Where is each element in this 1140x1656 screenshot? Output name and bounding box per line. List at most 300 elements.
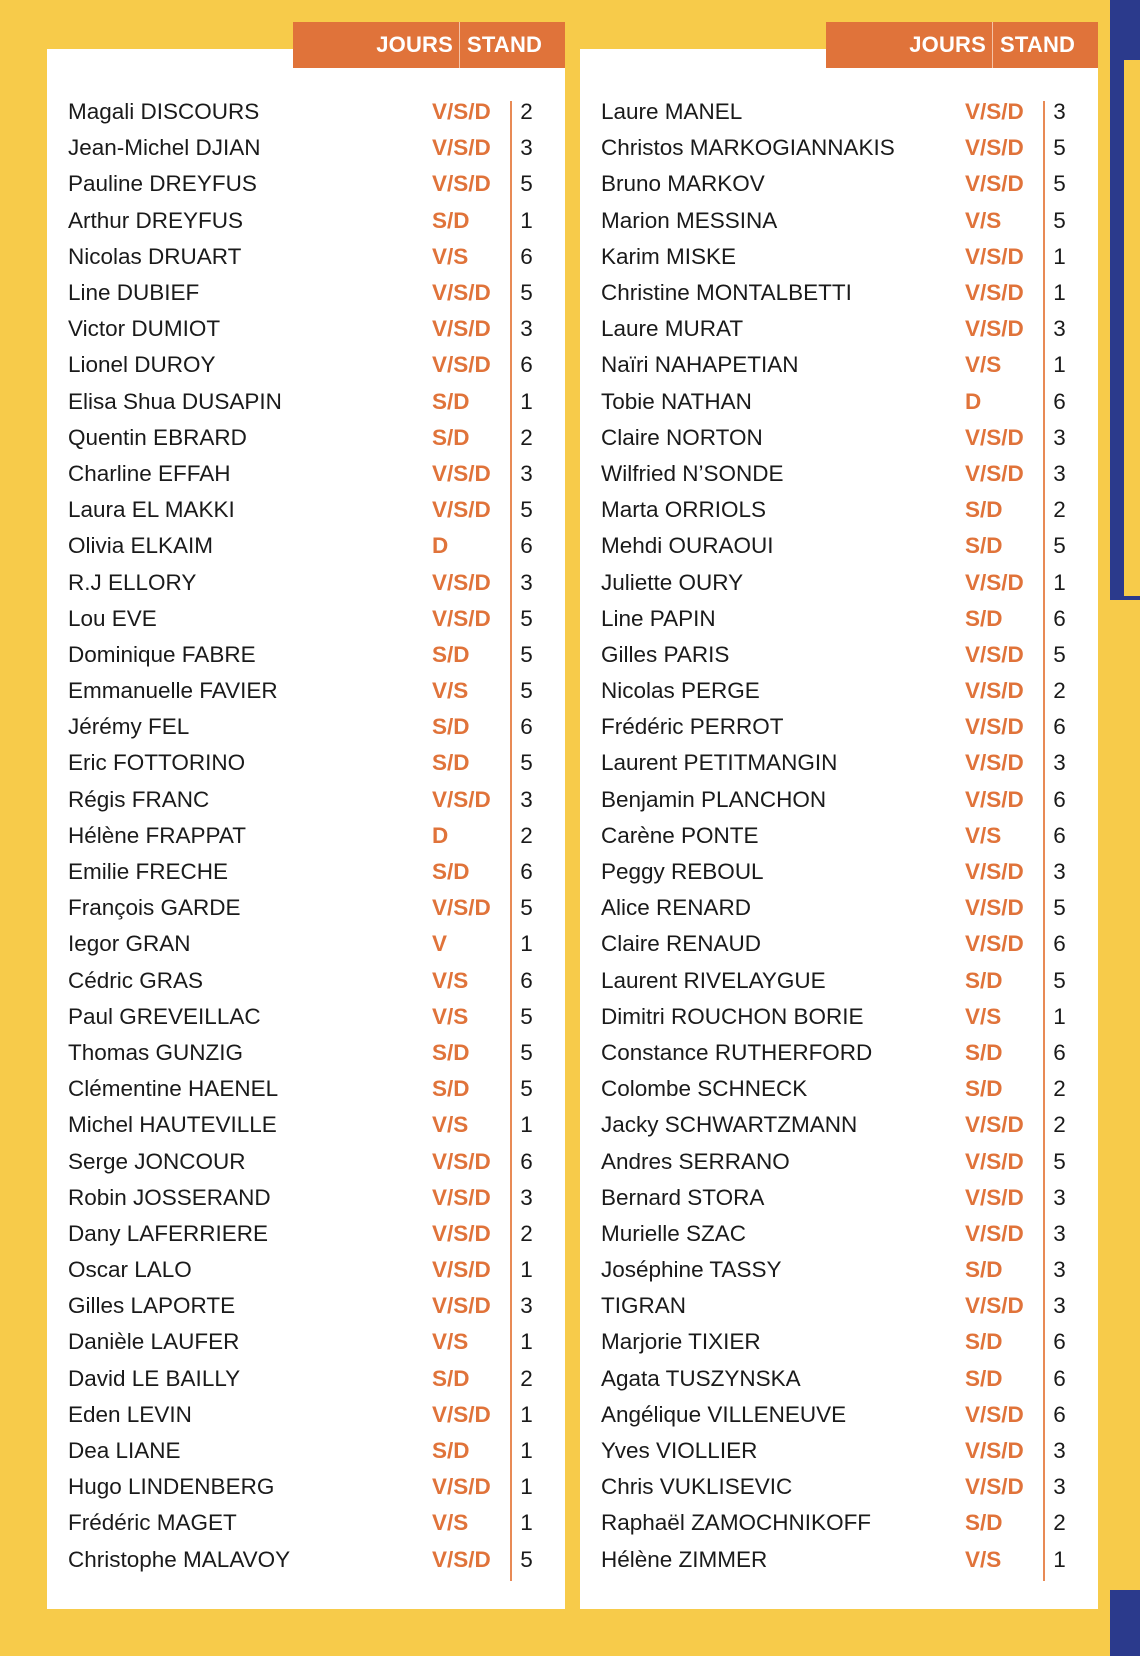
author-stand: 6 xyxy=(1053,605,1066,631)
author-days: S/D xyxy=(964,1329,1003,1355)
author-name: Murielle SZAC xyxy=(601,1220,747,1246)
author-name: Laurent RIVELAYGUE xyxy=(601,967,826,993)
author-name: Régis FRANC xyxy=(68,786,210,812)
author-row xyxy=(68,854,548,890)
author-name: Eric FOTTORINO xyxy=(68,750,246,776)
author-name: Magali DISCOURS xyxy=(68,99,260,125)
author-row xyxy=(68,709,548,745)
author-days: S/D xyxy=(964,497,1003,523)
author-days: V/S xyxy=(964,352,1002,378)
author-stand: 6 xyxy=(520,533,533,559)
author-row xyxy=(601,420,1081,456)
author-stand: 6 xyxy=(1053,1365,1066,1391)
author-name: Emilie FRECHE xyxy=(68,859,229,885)
author-row xyxy=(68,528,548,564)
author-stand: 2 xyxy=(1053,1510,1066,1536)
author-stand: 1 xyxy=(1053,243,1066,269)
author-row xyxy=(601,275,1081,311)
author-days: S/D xyxy=(964,533,1003,559)
author-row xyxy=(601,601,1081,637)
author-name: Thomas GUNZIG xyxy=(68,1039,244,1065)
author-name: Alice RENARD xyxy=(601,895,752,921)
author-days: S/D xyxy=(964,1076,1003,1102)
author-days: V/S/D xyxy=(964,424,1024,450)
author-name: Constance RUTHERFORD xyxy=(601,1039,873,1065)
author-stand: 3 xyxy=(1053,1257,1066,1283)
author-stand: 2 xyxy=(1053,1076,1066,1102)
author-row xyxy=(68,94,548,130)
author-stand: 3 xyxy=(1053,1474,1066,1500)
author-days: S/D xyxy=(431,1365,470,1391)
author-name: Oscar LALO xyxy=(68,1257,192,1283)
author-stand: 6 xyxy=(520,1148,533,1174)
author-name: Gilles LAPORTE xyxy=(68,1293,236,1319)
author-days: V/S/D xyxy=(431,497,491,523)
author-stand: 5 xyxy=(1053,895,1066,921)
author-stand: 1 xyxy=(1053,1546,1066,1572)
author-stand: 1 xyxy=(520,207,533,233)
header-stand: STAND xyxy=(1000,32,1076,57)
author-row xyxy=(601,1542,1081,1578)
author-days: V/S/D xyxy=(964,931,1024,957)
author-name: Hélène FRAPPAT xyxy=(68,822,246,848)
author-row xyxy=(68,1361,548,1397)
author-days: V/S/D xyxy=(431,1293,491,1319)
author-row xyxy=(601,166,1081,202)
author-stand: 6 xyxy=(1053,714,1066,740)
author-row xyxy=(601,1107,1081,1143)
author-stand: 3 xyxy=(520,569,533,595)
author-row xyxy=(68,166,548,202)
author-stand: 1 xyxy=(520,388,533,414)
author-stand: 1 xyxy=(1053,352,1066,378)
author-row xyxy=(68,1143,548,1179)
author-days: V/S/D xyxy=(964,1474,1024,1500)
author-stand: 2 xyxy=(520,424,533,450)
author-days: V/S/D xyxy=(431,895,491,921)
author-days: V/S/D xyxy=(431,1257,491,1283)
author-days: V/S/D xyxy=(431,569,491,595)
author-row xyxy=(601,890,1081,926)
author-row xyxy=(601,528,1081,564)
author-name: Claire NORTON xyxy=(601,424,763,450)
author-name: Charline EFFAH xyxy=(68,460,231,486)
author-days: D xyxy=(431,822,449,848)
author-days: V/S/D xyxy=(431,605,491,631)
author-days: S/D xyxy=(431,207,470,233)
author-name: Victor DUMIOT xyxy=(68,316,221,342)
author-days: S/D xyxy=(431,388,470,414)
author-days: S/D xyxy=(431,424,470,450)
author-name: Clémentine HAENEL xyxy=(68,1076,279,1102)
author-row xyxy=(68,1433,548,1469)
author-stand: 1 xyxy=(1053,280,1066,306)
author-row xyxy=(68,745,548,781)
author-name: Hugo LINDENBERG xyxy=(68,1474,275,1500)
author-row xyxy=(68,311,548,347)
author-stand: 6 xyxy=(1053,1401,1066,1427)
author-row xyxy=(601,818,1081,854)
author-row xyxy=(68,384,548,420)
author-stand: 1 xyxy=(1053,1003,1066,1029)
author-stand: 6 xyxy=(1053,1039,1066,1065)
author-days: V/S xyxy=(431,1003,469,1029)
author-name: Jean-Michel DJIAN xyxy=(68,135,261,161)
author-name: Christine MONTALBETTI xyxy=(601,280,852,306)
author-name: Robin JOSSERAND xyxy=(68,1184,271,1210)
author-row xyxy=(601,203,1081,239)
author-row xyxy=(601,1071,1081,1107)
author-name: Pauline DREYFUS xyxy=(68,171,257,197)
author-stand: 5 xyxy=(1053,1148,1066,1174)
author-days: S/D xyxy=(431,1438,470,1464)
author-row xyxy=(601,239,1081,275)
author-stand: 2 xyxy=(1053,497,1066,523)
author-days: V/S/D xyxy=(964,641,1024,667)
author-stand: 3 xyxy=(1053,424,1066,450)
author-days: V/S/D xyxy=(964,99,1024,125)
author-days: V/S/D xyxy=(431,786,491,812)
author-row xyxy=(601,456,1081,492)
author-name: François GARDE xyxy=(68,895,241,921)
author-row xyxy=(601,1252,1081,1288)
author-stand: 6 xyxy=(1053,822,1066,848)
author-name: Raphaël ZAMOCHNIKOFF xyxy=(601,1510,872,1536)
author-stand: 5 xyxy=(520,497,533,523)
author-name: Line PAPIN xyxy=(601,605,716,631)
author-name: Dea LIANE xyxy=(68,1438,181,1464)
author-row xyxy=(68,1180,548,1216)
author-row xyxy=(68,1505,548,1541)
author-name: Iegor GRAN xyxy=(68,931,191,957)
author-stand: 2 xyxy=(1053,1112,1066,1138)
author-days: V/S xyxy=(431,243,469,269)
author-row xyxy=(68,1542,548,1578)
author-days: S/D xyxy=(431,641,470,667)
author-name: Dominique FABRE xyxy=(68,641,256,667)
column-header xyxy=(826,22,1098,68)
author-row xyxy=(601,709,1081,745)
author-row xyxy=(68,601,548,637)
author-name: Marta ORRIOLS xyxy=(601,497,767,523)
author-name: Mehdi OURAOUI xyxy=(601,533,774,559)
author-days: V/S xyxy=(431,1510,469,1536)
author-row xyxy=(68,890,548,926)
author-days: V/S/D xyxy=(964,1148,1024,1174)
author-name: Danièle LAUFER xyxy=(68,1329,240,1355)
author-row xyxy=(601,384,1081,420)
author-name: Elisa Shua DUSAPIN xyxy=(68,388,282,414)
author-days: V/S/D xyxy=(964,750,1024,776)
author-name: Marjorie TIXIER xyxy=(601,1329,761,1355)
author-row xyxy=(601,926,1081,962)
author-name: Juliette OURY xyxy=(601,569,744,595)
author-days: V/S/D xyxy=(964,1401,1024,1427)
author-stand: 1 xyxy=(520,1112,533,1138)
author-name: Dimitri ROUCHON BORIE xyxy=(601,1003,864,1029)
author-row xyxy=(68,1252,548,1288)
author-name: TIGRAN xyxy=(601,1293,687,1319)
author-name: Frédéric PERROT xyxy=(601,714,784,740)
author-days: V/S/D xyxy=(964,678,1024,704)
author-days: V/S/D xyxy=(964,135,1024,161)
author-name: Hélène ZIMMER xyxy=(601,1546,768,1572)
author-name: Chris VUKLISEVIC xyxy=(601,1474,793,1500)
author-days: V/S/D xyxy=(431,316,491,342)
author-days: S/D xyxy=(964,1510,1003,1536)
author-name: Laure MURAT xyxy=(601,316,744,342)
author-stand: 6 xyxy=(1053,786,1066,812)
author-row xyxy=(601,1361,1081,1397)
author-row xyxy=(68,492,548,528)
author-days: V/S/D xyxy=(964,569,1024,595)
author-days: V/S/D xyxy=(964,786,1024,812)
author-row xyxy=(68,963,548,999)
author-days: V/S xyxy=(964,207,1002,233)
author-stand: 3 xyxy=(1053,1184,1066,1210)
author-name: Serge JONCOUR xyxy=(68,1148,246,1174)
author-stand: 3 xyxy=(520,1293,533,1319)
author-row xyxy=(68,1216,548,1252)
author-days: V/S xyxy=(431,967,469,993)
author-row xyxy=(68,818,548,854)
author-days: V/S/D xyxy=(431,171,491,197)
author-days: V/S/D xyxy=(431,280,491,306)
author-days: V/S/D xyxy=(964,1112,1024,1138)
author-days: S/D xyxy=(431,714,470,740)
author-stand: 5 xyxy=(1053,967,1066,993)
author-days: V/S/D xyxy=(431,460,491,486)
author-stand: 1 xyxy=(520,1401,533,1427)
author-row xyxy=(601,311,1081,347)
author-days: V/S/D xyxy=(431,352,491,378)
author-days: V/S/D xyxy=(964,1220,1024,1246)
author-stand: 5 xyxy=(520,678,533,704)
author-stand: 1 xyxy=(520,1474,533,1500)
author-name: Nicolas PERGE xyxy=(601,678,760,704)
author-name: Joséphine TASSY xyxy=(601,1257,782,1283)
author-stand: 3 xyxy=(520,786,533,812)
author-row xyxy=(601,564,1081,600)
author-row xyxy=(68,203,548,239)
author-stand: 5 xyxy=(520,1003,533,1029)
author-days: V/S/D xyxy=(964,859,1024,885)
author-name: Gilles PARIS xyxy=(601,641,730,667)
author-stand: 6 xyxy=(520,243,533,269)
author-row xyxy=(68,1469,548,1505)
author-days: V/S/D xyxy=(964,714,1024,740)
author-days: S/D xyxy=(964,1039,1003,1065)
author-stand: 6 xyxy=(520,967,533,993)
side-decoration-frame xyxy=(1120,60,1140,600)
author-row xyxy=(68,456,548,492)
author-row xyxy=(68,926,548,962)
author-row xyxy=(68,782,548,818)
author-row xyxy=(601,963,1081,999)
author-row xyxy=(601,1035,1081,1071)
author-row xyxy=(68,673,548,709)
author-name: Christos MARKOGIANNAKIS xyxy=(601,135,895,161)
header-jours: JOURS xyxy=(909,32,986,57)
author-row xyxy=(601,782,1081,818)
author-days: S/D xyxy=(964,1257,1003,1283)
author-stand: 6 xyxy=(520,352,533,378)
author-stand: 5 xyxy=(1053,171,1066,197)
author-stand: 6 xyxy=(1053,388,1066,414)
author-days: S/D xyxy=(964,967,1003,993)
author-row xyxy=(601,854,1081,890)
author-stand: 6 xyxy=(520,859,533,885)
author-name: Emmanuelle FAVIER xyxy=(68,678,278,704)
author-days: D xyxy=(431,533,449,559)
author-row xyxy=(68,564,548,600)
author-row xyxy=(68,347,548,383)
author-row xyxy=(601,94,1081,130)
author-row xyxy=(601,1505,1081,1541)
author-name: Frédéric MAGET xyxy=(68,1510,237,1536)
author-name: Eden LEVIN xyxy=(68,1401,192,1427)
author-rows xyxy=(68,94,548,1578)
author-days: V/S/D xyxy=(964,316,1024,342)
author-name: Olivia ELKAIM xyxy=(68,533,214,559)
author-name: Naïri NAHAPETIAN xyxy=(601,352,799,378)
author-name: Laurent PETITMANGIN xyxy=(601,750,838,776)
author-list-panel-right xyxy=(580,32,1098,1609)
author-days: V/S xyxy=(431,1329,469,1355)
author-row xyxy=(68,1324,548,1360)
author-row xyxy=(601,1180,1081,1216)
author-row xyxy=(601,1143,1081,1179)
author-days: V/S/D xyxy=(964,280,1024,306)
author-row xyxy=(68,999,548,1035)
author-row xyxy=(68,1288,548,1324)
author-days: S/D xyxy=(964,1365,1003,1391)
author-name: Nicolas DRUART xyxy=(68,243,242,269)
author-name: Peggy REBOUL xyxy=(601,859,764,885)
author-row xyxy=(68,637,548,673)
author-name: Angélique VILLENEUVE xyxy=(601,1401,847,1427)
author-name: Karim MISKE xyxy=(601,243,737,269)
author-name: Arthur DREYFUS xyxy=(68,207,244,233)
author-stand: 2 xyxy=(520,1365,533,1391)
author-row xyxy=(68,420,548,456)
author-name: David LE BAILLY xyxy=(68,1365,241,1391)
author-stand: 3 xyxy=(1053,316,1066,342)
author-days: V/S/D xyxy=(964,171,1024,197)
author-days: V/S/D xyxy=(431,135,491,161)
author-stand: 6 xyxy=(520,714,533,740)
author-row xyxy=(601,999,1081,1035)
author-stand: 1 xyxy=(520,1438,533,1464)
author-row xyxy=(68,1035,548,1071)
author-stand: 3 xyxy=(520,316,533,342)
header-jours: JOURS xyxy=(376,32,453,57)
author-row xyxy=(601,1288,1081,1324)
author-row xyxy=(601,1397,1081,1433)
author-row xyxy=(601,1433,1081,1469)
author-days: V/S xyxy=(964,1546,1002,1572)
author-days: V/S xyxy=(964,822,1002,848)
author-name: Dany LAFERRIERE xyxy=(68,1220,269,1246)
author-name: Tobie NATHAN xyxy=(601,388,752,414)
author-stand: 5 xyxy=(520,641,533,667)
author-row xyxy=(68,130,548,166)
author-name: Laure MANEL xyxy=(601,99,743,125)
author-row xyxy=(601,492,1081,528)
author-stand: 5 xyxy=(520,605,533,631)
author-name: Yves VIOLLIER xyxy=(601,1438,758,1464)
author-name: Agata TUSZYNSKA xyxy=(601,1365,801,1391)
author-stand: 5 xyxy=(520,895,533,921)
author-stand: 2 xyxy=(520,99,533,125)
author-stand: 1 xyxy=(520,1329,533,1355)
author-stand: 6 xyxy=(1053,931,1066,957)
author-days: V/S xyxy=(964,1003,1002,1029)
author-stand: 1 xyxy=(1053,569,1066,595)
author-name: Benjamin PLANCHON xyxy=(601,786,827,812)
author-days: S/D xyxy=(431,859,470,885)
author-row xyxy=(601,1469,1081,1505)
author-days: V/S/D xyxy=(964,895,1024,921)
author-stand: 5 xyxy=(1053,135,1066,161)
author-stand: 5 xyxy=(520,1546,533,1572)
author-row xyxy=(601,347,1081,383)
author-stand: 5 xyxy=(520,750,533,776)
author-stand: 5 xyxy=(1053,207,1066,233)
author-days: V/S xyxy=(431,1112,469,1138)
author-row xyxy=(601,1324,1081,1360)
author-name: Colombe SCHNECK xyxy=(601,1076,808,1102)
author-name: Quentin EBRARD xyxy=(68,424,247,450)
author-row xyxy=(68,1071,548,1107)
author-days: V/S xyxy=(431,678,469,704)
author-stand: 3 xyxy=(1053,99,1066,125)
author-stand: 5 xyxy=(520,1039,533,1065)
author-days: V/S/D xyxy=(431,1546,491,1572)
side-decoration-gap xyxy=(1110,600,1140,1590)
author-row xyxy=(601,1216,1081,1252)
author-row xyxy=(68,1107,548,1143)
author-days: V/S/D xyxy=(431,1148,491,1174)
side-decoration-strip xyxy=(1110,0,1140,1656)
author-stand: 5 xyxy=(1053,641,1066,667)
column-header xyxy=(293,22,565,68)
author-name: Bernard STORA xyxy=(601,1184,765,1210)
author-days: V/S/D xyxy=(964,1184,1024,1210)
author-name: Jérémy FEL xyxy=(68,714,190,740)
author-row xyxy=(68,239,548,275)
author-stand: 3 xyxy=(520,135,533,161)
author-stand: 1 xyxy=(520,931,533,957)
author-stand: 3 xyxy=(1053,1438,1066,1464)
author-name: Andres SERRANO xyxy=(601,1148,790,1174)
author-stand: 5 xyxy=(520,1076,533,1102)
author-name: Claire RENAUD xyxy=(601,931,762,957)
author-days: V/S/D xyxy=(431,1220,491,1246)
author-row xyxy=(601,637,1081,673)
author-days: V/S/D xyxy=(431,99,491,125)
author-name: Bruno MARKOV xyxy=(601,171,765,197)
author-name: R.J ELLORY xyxy=(68,569,197,595)
author-row xyxy=(601,673,1081,709)
header-stand: STAND xyxy=(467,32,543,57)
author-rows xyxy=(601,94,1081,1578)
author-days: V/S/D xyxy=(431,1184,491,1210)
author-days: S/D xyxy=(431,1076,470,1102)
author-row xyxy=(601,130,1081,166)
author-stand: 1 xyxy=(520,1510,533,1536)
author-name: Lou EVE xyxy=(68,605,157,631)
